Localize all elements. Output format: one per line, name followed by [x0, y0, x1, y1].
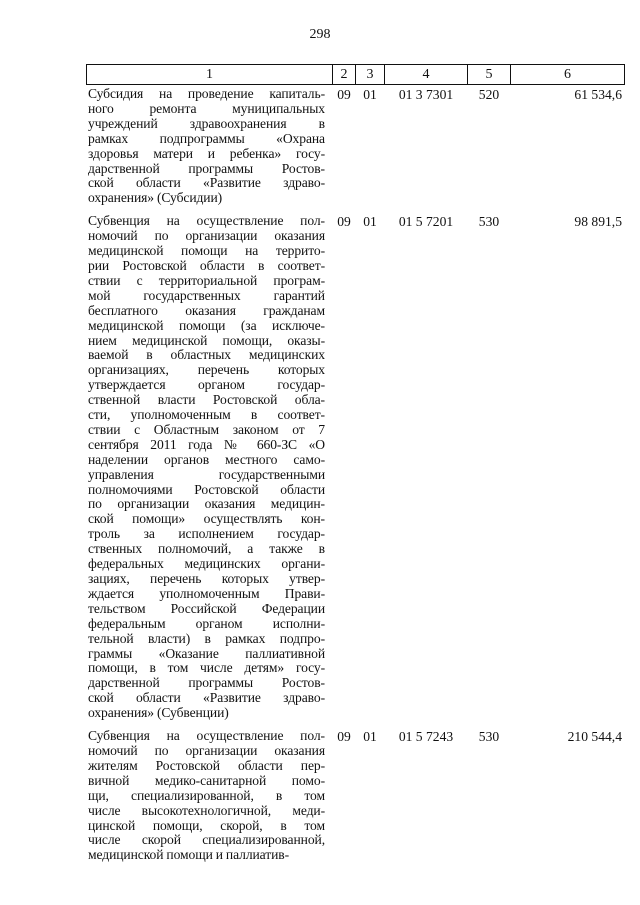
header-row: [87, 65, 625, 85]
page-number: 298: [309, 27, 331, 42]
description-line: помощи, в том числе детям» госу-: [88, 660, 325, 676]
description-line: рии Ростовской области в соответ-: [88, 257, 325, 273]
description-line: троль за исполнением государ-: [88, 526, 325, 542]
column-header-2: 2: [333, 65, 356, 85]
description-line: щи, специализированной, в том: [88, 787, 325, 803]
description-line: организациях, перечень которых: [88, 362, 325, 378]
table-body: [86, 87, 624, 863]
description-line: Субсидия на проведение капиталь-: [88, 86, 325, 101]
subsection-code: 01: [363, 87, 377, 102]
description-line: тельством Российской Федерации: [88, 600, 325, 616]
subsection-code: 01: [363, 729, 377, 745]
description-line: федеральных медицинских органи-: [88, 556, 325, 572]
description-line: медицинской помощи и паллиатив-: [88, 847, 290, 863]
description-line: наделении органов местного само-: [88, 451, 325, 467]
description-line: ской области «Развитие здраво-: [88, 690, 325, 706]
target-article-code: 01 5 7201: [398, 214, 454, 230]
description-line: здоровья матери и ребенка» госу-: [88, 145, 325, 161]
table-row: [86, 87, 624, 206]
column-header-6: 6: [511, 65, 625, 85]
description-line: бесплатного оказания гражданам: [88, 302, 325, 318]
expense-type-code: 520: [478, 87, 500, 102]
column-header-3: 3: [356, 65, 385, 85]
expense-type-code: 530: [478, 214, 500, 230]
description-line: Субвенция на осуществление пол-: [88, 213, 325, 229]
description-line: сентября 2011 года № 660-ЗС «О: [88, 436, 325, 452]
description-line: числе скорой специализированной,: [88, 832, 325, 848]
description-line: тельной власти) в рамках подпро-: [88, 630, 325, 646]
target-article-code: 01 5 7243: [398, 729, 454, 745]
description-line: дарственной программы Ростов-: [88, 160, 325, 176]
description-line: утверждается органом государ-: [88, 377, 325, 393]
target-article-code: 01 3 7301: [398, 87, 454, 102]
section-code: 09: [337, 729, 351, 745]
description-line: цинской помощи, скорой, в том: [88, 817, 325, 833]
amount: 210 544,4: [567, 729, 622, 745]
column-header-4: 4: [385, 65, 468, 85]
column-header-5: 5: [468, 65, 511, 85]
description-line: медицинской помощи на террито-: [88, 243, 325, 259]
section-code: 09: [337, 87, 351, 102]
table-row: [86, 214, 624, 721]
amount: 98 891,5: [574, 214, 622, 230]
description-line: ственной власти Ростовской обла-: [88, 392, 325, 408]
description-line: охранения» (Субвенции): [88, 705, 229, 721]
description-line: зациях, перечень которых утвер-: [88, 571, 325, 586]
description-line: по организации оказания медицин-: [88, 496, 325, 512]
description-line: дарственной программы Ростов-: [88, 675, 325, 691]
description-line: сти, уполномоченным в соответ-: [88, 407, 325, 423]
description-line: полномочиями Ростовской области: [88, 481, 325, 497]
description-line: граммы «Оказание паллиативной: [88, 645, 325, 661]
description-line: мой государственных гарантий: [88, 287, 325, 303]
description-line: ствии с территориальной програм-: [88, 272, 325, 288]
description-line: числе высокотехнологичной, меди-: [88, 802, 325, 818]
description-line: жителям Ростовской области пер-: [88, 757, 325, 773]
amount: 61 534,6: [574, 87, 622, 102]
row-description: [88, 214, 325, 721]
description-line: номочий по организации оказания: [88, 742, 325, 758]
description-line: ного ремонта муниципальных: [88, 100, 325, 116]
description-line: ждается уполномоченным Прави-: [88, 585, 325, 601]
description-line: ваемой в областных медицинских: [88, 347, 325, 363]
row-description: [88, 729, 325, 863]
row-description: [88, 87, 325, 206]
description-line: учреждений здравоохранения в: [88, 115, 325, 131]
section-code: 09: [337, 214, 351, 230]
description-line: номочий по организации оказания: [88, 228, 325, 244]
description-line: Субвенция на осуществление пол-: [88, 728, 325, 744]
description-line: вичной медико-санитарной помо-: [88, 772, 325, 788]
column-header-1: 1: [87, 65, 333, 85]
description-line: ственных полномочий, а также в: [88, 541, 325, 557]
description-line: нием медицинской помощи, оказы-: [88, 332, 325, 348]
table-row: [86, 729, 624, 863]
description-line: ствии с Областным законом от 7: [88, 421, 325, 437]
table-header: [86, 64, 625, 85]
subsection-code: 01: [363, 214, 377, 230]
description-line: управления государственными: [88, 466, 325, 482]
description-line: федеральным органом исполни-: [88, 615, 325, 631]
description-line: ской области «Развитие здраво-: [88, 175, 325, 191]
expense-type-code: 530: [478, 729, 500, 745]
description-line: охранения» (Субсидии): [88, 190, 223, 206]
description-line: рамках подпрограммы «Охрана: [88, 130, 325, 146]
description-line: медицинской помощи (за исключе-: [88, 317, 325, 333]
description-line: ской помощи» осуществлять кон-: [88, 511, 325, 527]
